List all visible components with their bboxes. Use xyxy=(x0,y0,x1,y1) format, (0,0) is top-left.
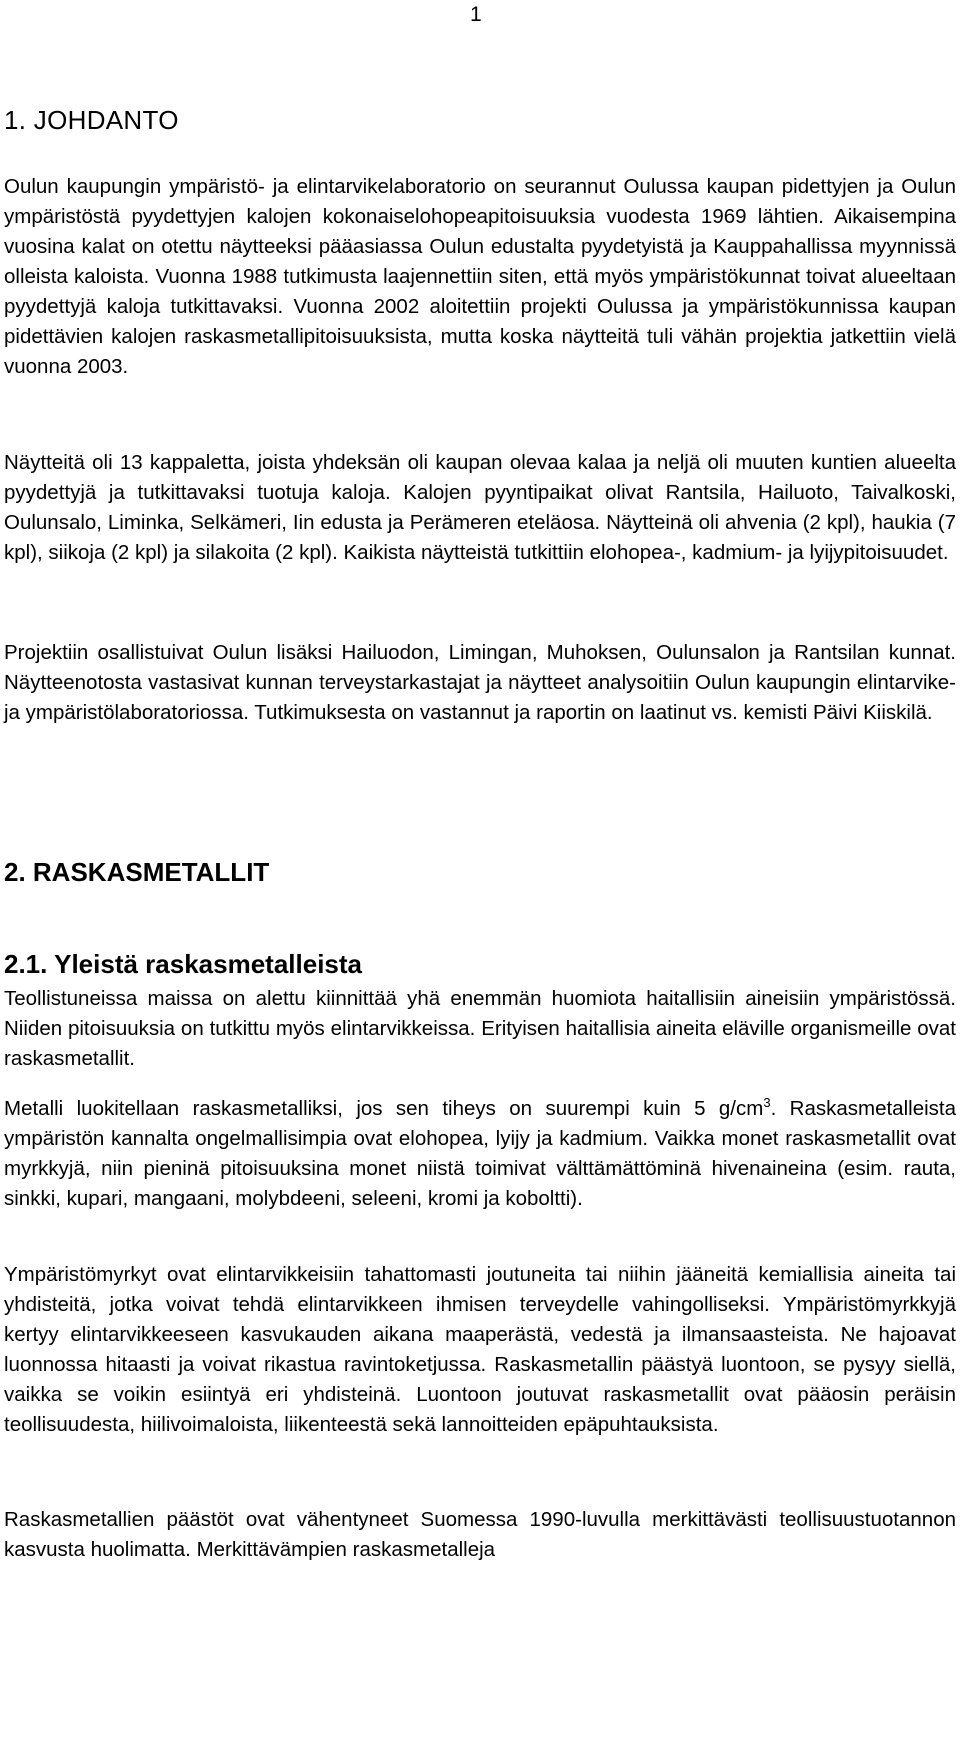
intro-paragraph-2: Näytteitä oli 13 kappaletta, joista yhdeksän oli kaupan olevaa kalaa ja neljä oli muuten kuntien alueelta pyydettyjä ja tutkittavaksi tuotuja kaloja. Kalojen pyyntipaikat olivat Rantsila, Hailuoto, Taivalkoski, Oulunsalo, Liminka, Selkämeri, Iin edusta ja Perämeren eteläosa. Näytteinä oli ahvenia (2 kpl), haukia (7 kpl), siikoja (2 kpl) ja silakoita (2 kpl). Kaikista näytteistä tutkittiin elohopea-, kadmium- ja lyijypitoisuudet. xyxy=(4,451,956,564)
density-superscript: 3 xyxy=(763,1095,771,1110)
general-paragraph-1: Teollistuneissa maissa on alettu kiinnittää yhä enemmän huomiota haitallisiin aineisiin ympäristössä. Niiden pitoisuuksia on tutkittu myös elintarvikkeissa. Erityisen haitallisia aineita eläville organismeille ovat raskasmetallit. xyxy=(4,987,956,1070)
intro-paragraph-1: Oulun kaupungin ympäristö- ja elintarvikelaboratorio on seurannut Oulussa kaupan pidettyjen ja Oulun ympäristöstä pyydettyjen kalojen kokonaiselohopeapitoisuuksia vuodesta 1969 lähtien. Aikaisempina vuosina kalat on otettu näytteeksi pääasiassa Oulun edustalta pyydetyistä ja Kauppahallissa myynnissä olleista kaloista. Vuonna 1988 tutkimusta laajennettiin siten, että myös ympäristökunnat toivat alueeltaan pyydettyjä kaloja tutkittavaksi. Vuonna 2002 aloitettiin projekti Oulussa ja ympäristökunnissa kaupan pidettävien kalojen raskasmetallipitoisuuksista, mutta koska näytteitä tuli vähän projektia jatkettiin vielä vuonna 2003. xyxy=(4,175,956,378)
intro-paragraph-3: Projektiin osallistuivat Oulun lisäksi Hailuodon, Limingan, Muhoksen, Oulunsalon ja Rantsilan kunnat. Näytteenotosta vastasivat kunnan terveystarkastajat ja näytteet analysoitiin Oulun kaupungin elintarvike- ja ympäristölaboratoriossa. Tutkimuksesta on vastannut ja raportin on laatinut vs. kemisti Päivi Kiiskilä. xyxy=(4,641,956,724)
pollutant-paragraph-2: Raskasmetallien päästöt ovat vähentyneet Suomessa 1990-luvulla merkittävästi teollisuustuotannon kasvusta huolimatta. Merkittävämpien raskasmetalleja xyxy=(4,1508,956,1561)
density-text-after: . Raskasmetalleista ympäristön kannalta ongelmallisimpia ovat elohopea, lyijy ja kadmium. Vaikka monet raskasmetallit ovat myrkkyjä, niin pieninä pitoisuuksina monet niistä toimivat välttämättöminä hivenaineina (esim. rauta, sinkki, kupari, mangaani, molybdeeni, seleeni, kromi ja koboltti). xyxy=(4,1097,956,1210)
section-heading-raskasmetallit: 2. RASKASMETALLIT xyxy=(4,857,270,887)
density-text-before: Metalli luokitellaan raskasmetalliksi, jos sen tiheys on suurempi kuin 5 g/cm xyxy=(4,1097,764,1120)
pollutant-paragraph-1: Ympäristömyrkyt ovat elintarvikkeisiin tahattomasti joutuneita tai niihin jääneitä kemiallisia aineita tai yhdisteitä, jotka voivat tehdä elintarvikkeen ihmisen terveydelle vahingolliseksi. Ympäristömyrkkyjä kertyy elintarvikkeeseen kasvukauden aikana maaperästä, vedestä ja ilmansaasteista. Ne hajoavat luonnossa hitaasti ja voivat rikastua ravintoketjussa. Raskasmetallin päästyä luontoon, se pysyy siellä, vaikka se voikin esiintyä eri yhdisteinä. Luontoon joutuvat raskasmetallit ovat pääosin peräisin teollisuudesta, hiilivoimaloista, liikenteestä sekä lannoitteiden epäpuhtauksista. xyxy=(4,1263,956,1436)
subsection-heading-yleista: 2.1. Yleistä raskasmetalleista xyxy=(4,949,362,979)
section-heading-johdanto: 1. JOHDANTO xyxy=(4,105,179,135)
density-paragraph xyxy=(4,1094,956,1214)
page-number: 1 xyxy=(470,3,482,26)
